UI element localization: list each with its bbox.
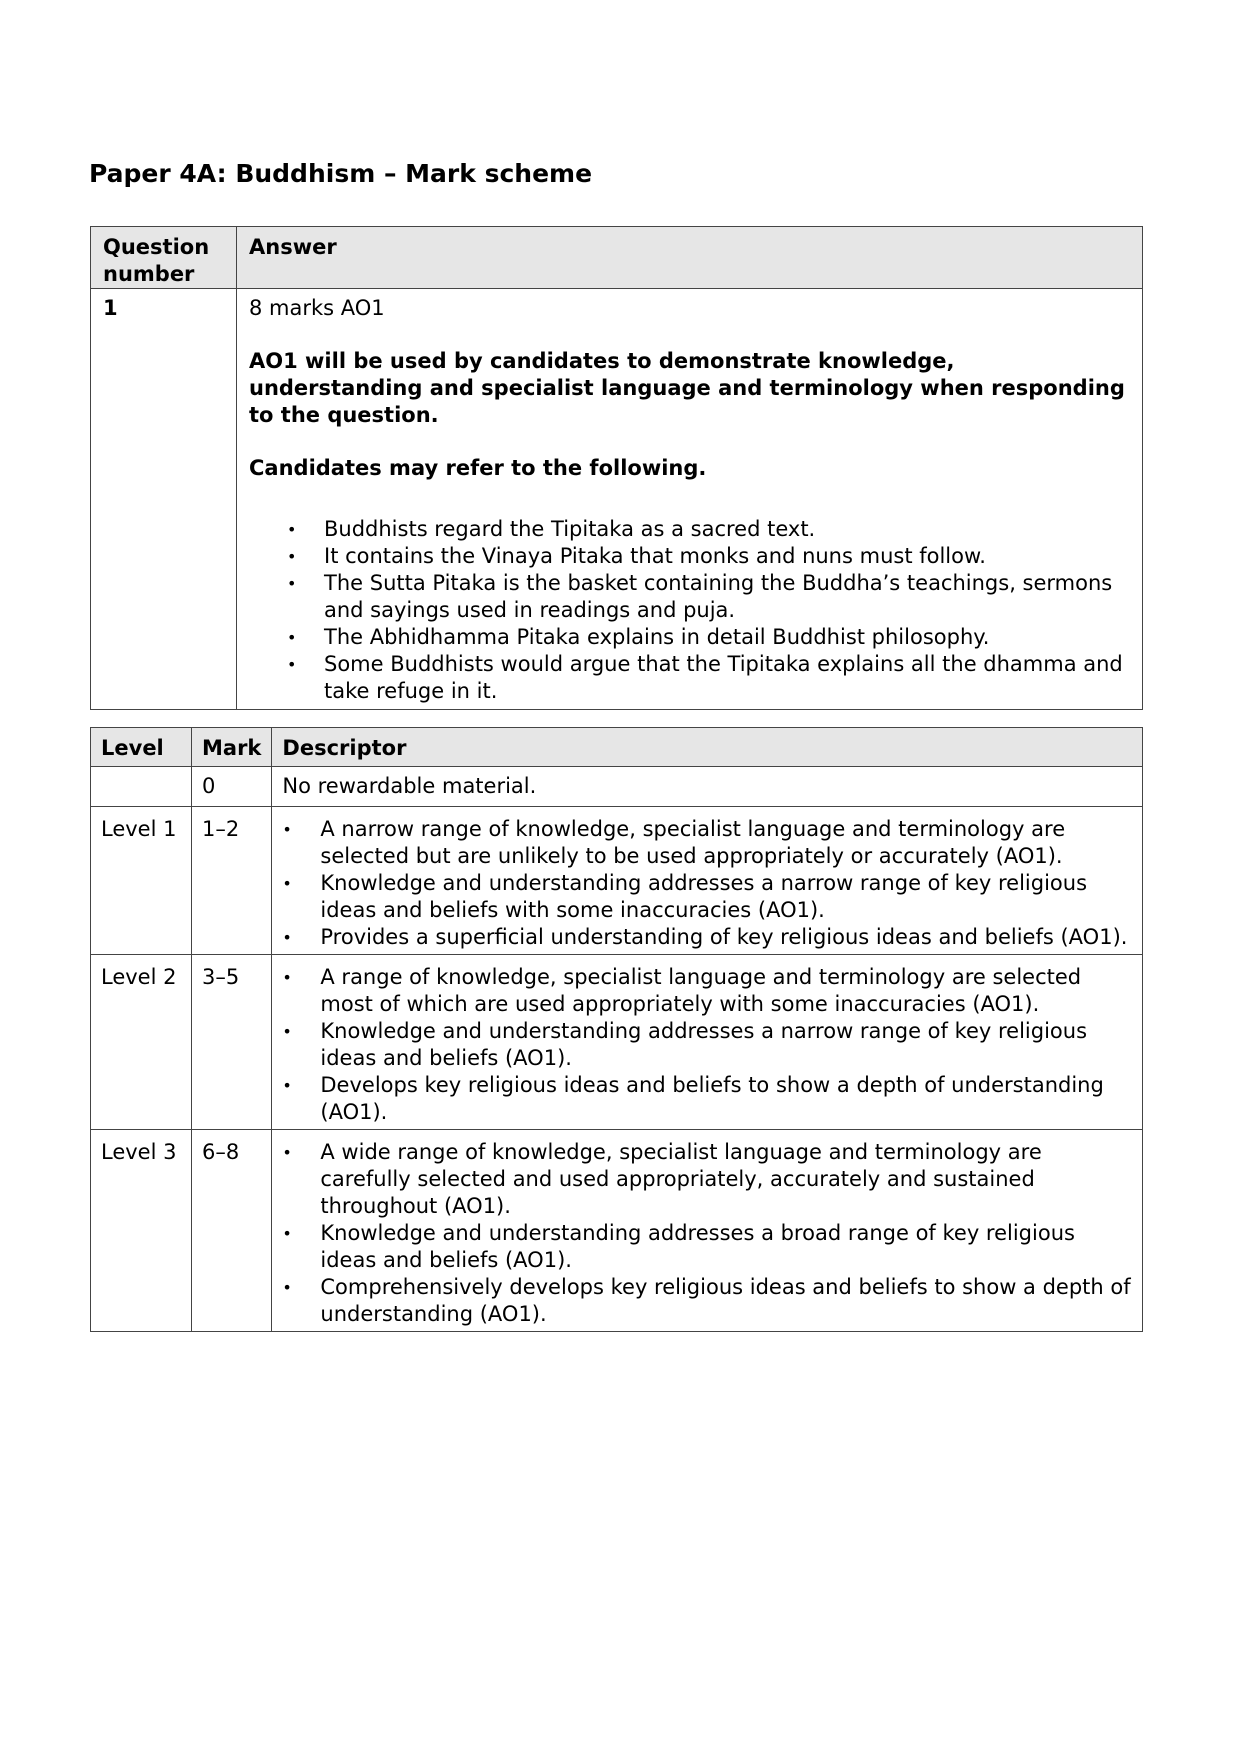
descriptor-list: [282, 964, 1132, 1126]
marks-allocation: 8 marks AO1: [249, 296, 385, 320]
indicative-content-list: [249, 516, 1132, 705]
header-level: Level: [91, 728, 192, 767]
list-item: • It contains the Vinaya Pitaka that monks and nuns must follow.: [287, 543, 1132, 570]
question-table-header-row: [91, 227, 1143, 289]
question-number: 1: [103, 296, 118, 320]
header-question-number: Question number: [91, 227, 237, 289]
list-item: • Knowledge and understanding addresses a narrow range of key religious ideas and beliefs with some inaccuracies (AO1).: [282, 870, 1132, 924]
answer-cell: [237, 289, 1143, 710]
table-row: [91, 807, 1143, 955]
level-table: [90, 727, 1143, 1332]
list-item: • The Abhidhamma Pitaka explains in detail Buddhist philosophy.: [287, 624, 1132, 651]
level-cell: Level 1: [91, 807, 192, 955]
list-item: • Some Buddhists would argue that the Tipitaka explains all the dhamma and take refuge in it.: [287, 651, 1132, 705]
descriptor-cell: [272, 955, 1143, 1130]
list-item: • Develops key religious ideas and beliefs to show a depth of understanding (AO1).: [282, 1072, 1132, 1126]
list-item: • Knowledge and understanding addresses a broad range of key religious ideas and beliefs (AO1).: [282, 1220, 1132, 1274]
descriptor-list: [282, 1139, 1132, 1328]
refer-heading: Candidates may refer to the following.: [249, 456, 707, 480]
list-item: • Provides a superficial understanding of key religious ideas and beliefs (AO1).: [282, 924, 1132, 951]
list-item: • The Sutta Pitaka is the basket containing the Buddha’s teachings, sermons and sayings used in readings and puja.: [287, 570, 1132, 624]
header-descriptor: Descriptor: [272, 728, 1143, 767]
descriptor-cell: No rewardable material.: [272, 767, 1143, 807]
list-item: • Comprehensively develops key religious ideas and beliefs to show a depth of understanding (AO1).: [282, 1274, 1132, 1328]
descriptor-list: [282, 816, 1132, 951]
mark-cell: 6–8: [192, 1130, 272, 1332]
table-row: [91, 1130, 1143, 1332]
level-table-header-row: [91, 728, 1143, 767]
level-cell: Level 3: [91, 1130, 192, 1332]
level-cell: Level 2: [91, 955, 192, 1130]
list-item: • Knowledge and understanding addresses a narrow range of key religious ideas and beliefs (AO1).: [282, 1018, 1132, 1072]
list-item: • A wide range of knowledge, specialist language and terminology are carefully selected and used appropriately, accurately and sustained throughout (AO1).: [282, 1139, 1132, 1220]
header-answer: Answer: [237, 227, 1143, 289]
table-row: [91, 955, 1143, 1130]
ao1-statement: AO1 will be used by candidates to demonstrate knowledge, understanding and specialist language and terminology when responding to the question.: [249, 349, 1125, 427]
list-item: • A narrow range of knowledge, specialist language and terminology are selected but are unlikely to be used appropriately or accurately (AO1).: [282, 816, 1132, 870]
list-item: • Buddhists regard the Tipitaka as a sacred text.: [287, 516, 1132, 543]
question-table: [90, 226, 1143, 710]
list-item: • A range of knowledge, specialist language and terminology are selected most of which are used appropriately with some inaccuracies (AO1).: [282, 964, 1132, 1018]
descriptor-cell: [272, 807, 1143, 955]
table-row: [91, 767, 1143, 807]
descriptor-cell: [272, 1130, 1143, 1332]
page-title: Paper 4A: Buddhism – Mark scheme: [89, 159, 593, 188]
question-row: [91, 289, 1143, 710]
header-mark: Mark: [192, 728, 272, 767]
mark-cell: 3–5: [192, 955, 272, 1130]
level-cell: [91, 767, 192, 807]
question-number-cell: [91, 289, 237, 710]
mark-cell: 0: [192, 767, 272, 807]
mark-cell: 1–2: [192, 807, 272, 955]
